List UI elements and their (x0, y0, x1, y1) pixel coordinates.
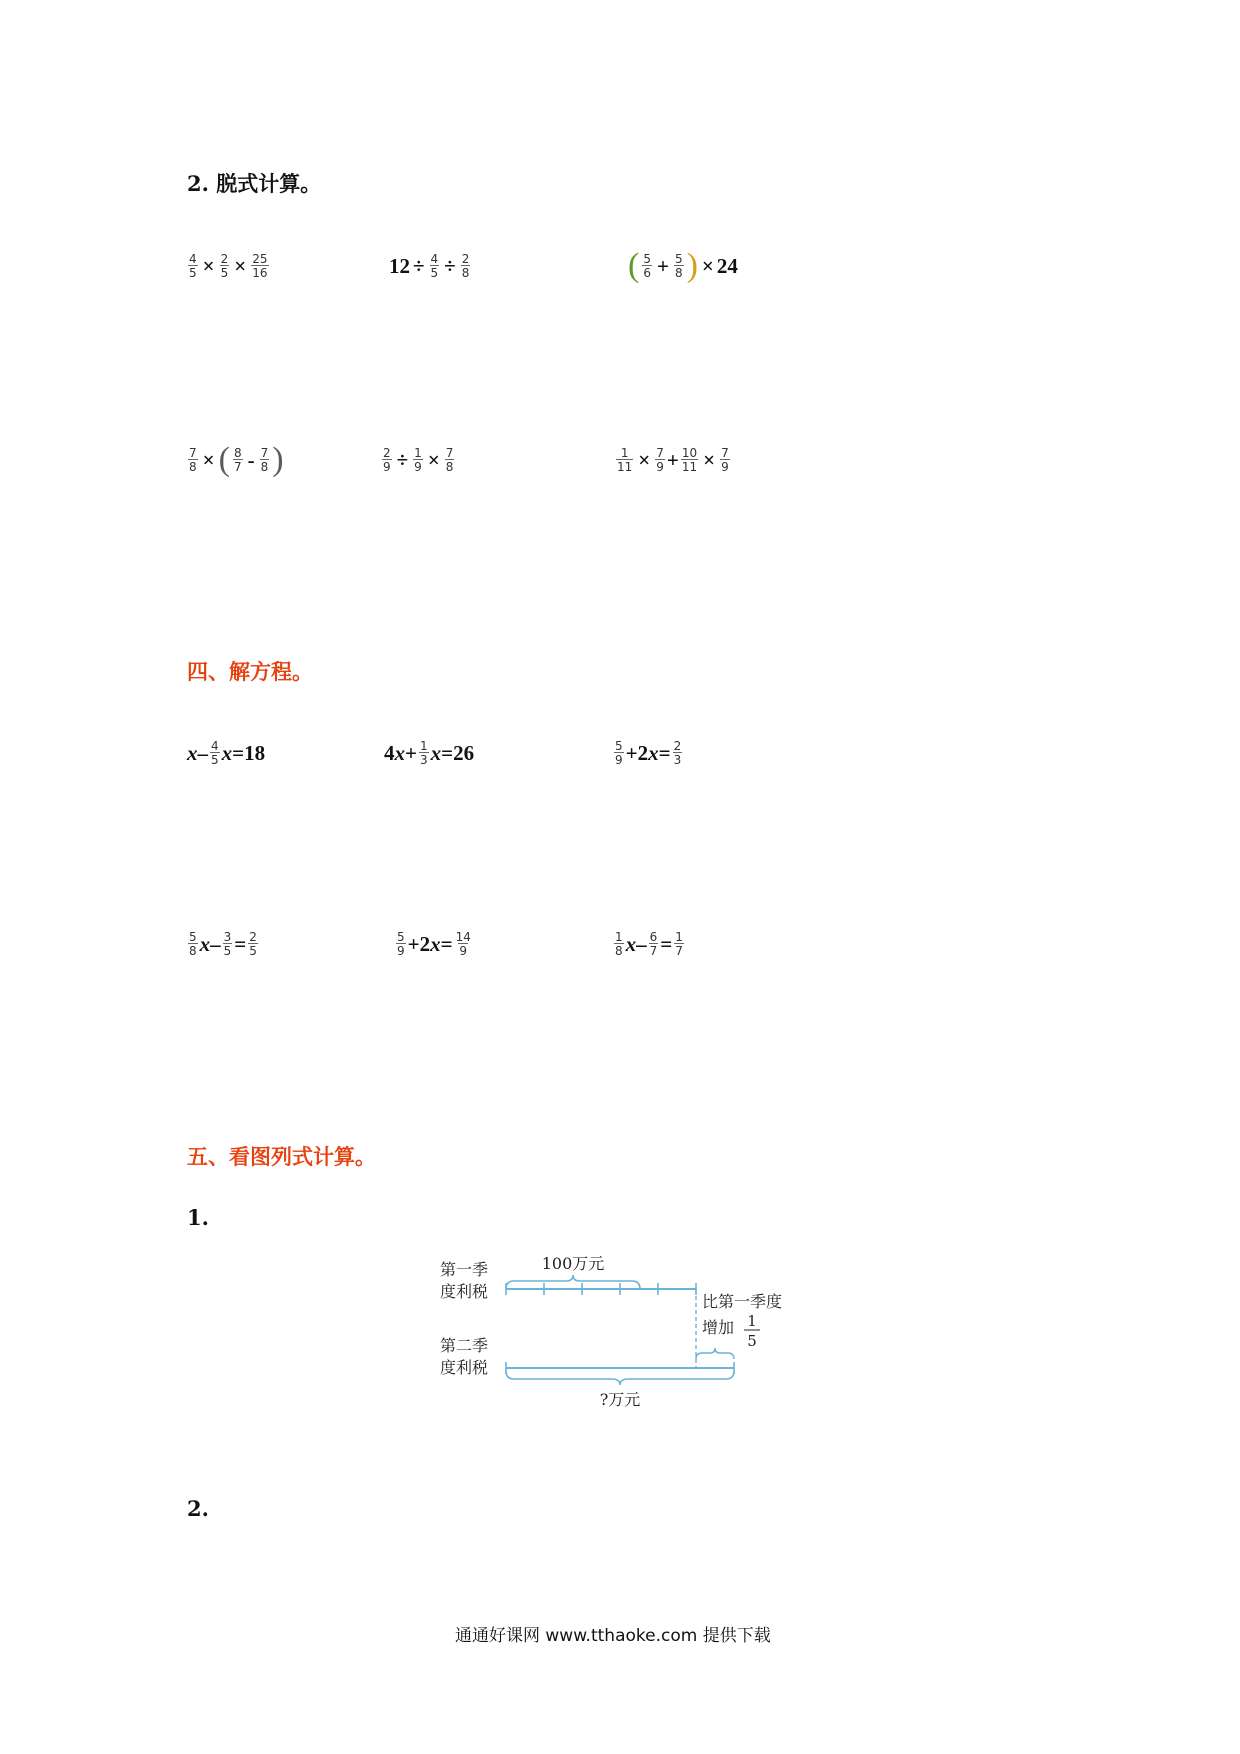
fraction: $\frac{7}{8}$ (189, 446, 197, 474)
fraction: $\frac{7}{9}$ (721, 446, 729, 474)
diagram-bottom-amount: ?万元 (599, 1390, 641, 1409)
fraction: $\frac{1}{7}$ (675, 930, 683, 958)
fraction: $\frac{2}{3}$ (673, 739, 682, 767)
segment-diagram (430, 1245, 810, 1415)
fraction: $\frac{4}{5}$ (211, 739, 219, 767)
diagram-label-q1-line2: 度利税 (440, 1282, 489, 1301)
fraction: $\frac{1}{8}$ (615, 930, 623, 958)
question-1-number: 1. (187, 1205, 209, 1230)
equation-5: $\frac{5}{9}$ + 2 x = $\frac{14}{9}$ (397, 930, 471, 958)
diagram-label-q1-line1: 第一季 (440, 1260, 489, 1279)
fraction: $\frac{7}{8}$ (260, 446, 269, 474)
expression-6: $\frac{1}{11}$ × $\frac{7}{9}$ + $\frac{10}{11}$ × $\frac{7}{9}$ (617, 446, 729, 474)
section-2-heading: 2. 脱式计算。 (187, 171, 322, 196)
fraction: $\frac{2}{8}$ (461, 252, 470, 280)
fraction: $\frac{7}{8}$ (445, 446, 454, 474)
fraction: $\frac{4}{5}$ (189, 252, 197, 280)
fraction: $\frac{6}{7}$ (649, 930, 658, 958)
fraction: $\frac{1}{11}$ (617, 446, 633, 474)
fraction: $\frac{5}{9}$ (397, 930, 405, 958)
fraction: $\frac{5}{8}$ (674, 252, 683, 280)
diagram-label-q2-line1: 第二季 (440, 1336, 489, 1355)
expression-2: 12 ÷ $\frac{4}{5}$ ÷ $\frac{2}{8}$ (389, 252, 470, 280)
fraction: $\frac{14}{9}$ (455, 930, 471, 958)
equation-2: 4 x + $\frac{1}{3}$ x = 26 (384, 739, 475, 767)
footer-text: 通通好课网 www.tthaoke.com 提供下载 (455, 1626, 771, 1646)
question-2-number: 2. (187, 1496, 209, 1521)
expression-1: $\frac{4}{5}$ × $\frac{2}{5}$ × $\frac{25}{16}$ (189, 252, 268, 280)
equation-1: x – $\frac{4}{5}$ x = 18 (187, 739, 266, 767)
fraction: $\frac{10}{11}$ (681, 446, 698, 474)
fraction: $\frac{5}{9}$ (615, 739, 623, 767)
fraction: $\frac{5}{6}$ (643, 252, 651, 280)
diagram-label-q2-line2: 度利税 (440, 1358, 489, 1377)
equation-4: $\frac{5}{8}$ x – $\frac{3}{5}$ = $\frac{2}{5}$ (189, 930, 257, 958)
fraction: $\frac{5}{8}$ (189, 930, 197, 958)
fraction: $\frac{8}{7}$ (233, 446, 242, 474)
diagram-note-line1: 比第一季度 (702, 1292, 783, 1311)
fraction: $\frac{1}{3}$ (419, 739, 428, 767)
equation-3: $\frac{5}{9}$ + 2 x = $\frac{2}{3}$ (615, 739, 682, 767)
fraction: $\frac{3}{5}$ (223, 930, 232, 958)
fraction: $\frac{2}{9}$ (383, 446, 391, 474)
section-4-heading: 四、解方程。 (187, 659, 313, 684)
diagram-note-line2: 增加 (702, 1318, 735, 1337)
fraction: $\frac{2}{5}$ (220, 252, 229, 280)
bottom-brace (506, 1371, 734, 1385)
expression-5: $\frac{2}{9}$ ÷ $\frac{1}{9}$ × $\frac{7}{8}$ (383, 446, 454, 474)
diagram-note-frac-num: 1 (747, 1312, 757, 1330)
fraction: $\frac{25}{16}$ (252, 252, 268, 280)
expression-4: $\frac{7}{8}$ × ( $\frac{8}{7}$ - $\frac{7}{8}$ ) (189, 441, 284, 478)
increase-brace (696, 1348, 734, 1359)
diagram-note-frac-den: 5 (747, 1332, 757, 1350)
fraction: $\frac{2}{5}$ (249, 930, 257, 958)
fraction: $\frac{4}{5}$ (430, 252, 439, 280)
fraction: $\frac{7}{9}$ (656, 446, 664, 474)
fraction: $\frac{1}{9}$ (414, 446, 422, 474)
equation-6: $\frac{1}{8}$ x – $\frac{6}{7}$ = $\frac{1}{7}$ (615, 930, 683, 958)
section-5-heading: 五、看图列式计算。 (187, 1144, 376, 1169)
expression-3: ( $\frac{5}{6}$ + $\frac{5}{8}$ ) × 24 (628, 247, 738, 284)
diagram-top-amount: 100万元 (541, 1254, 605, 1273)
